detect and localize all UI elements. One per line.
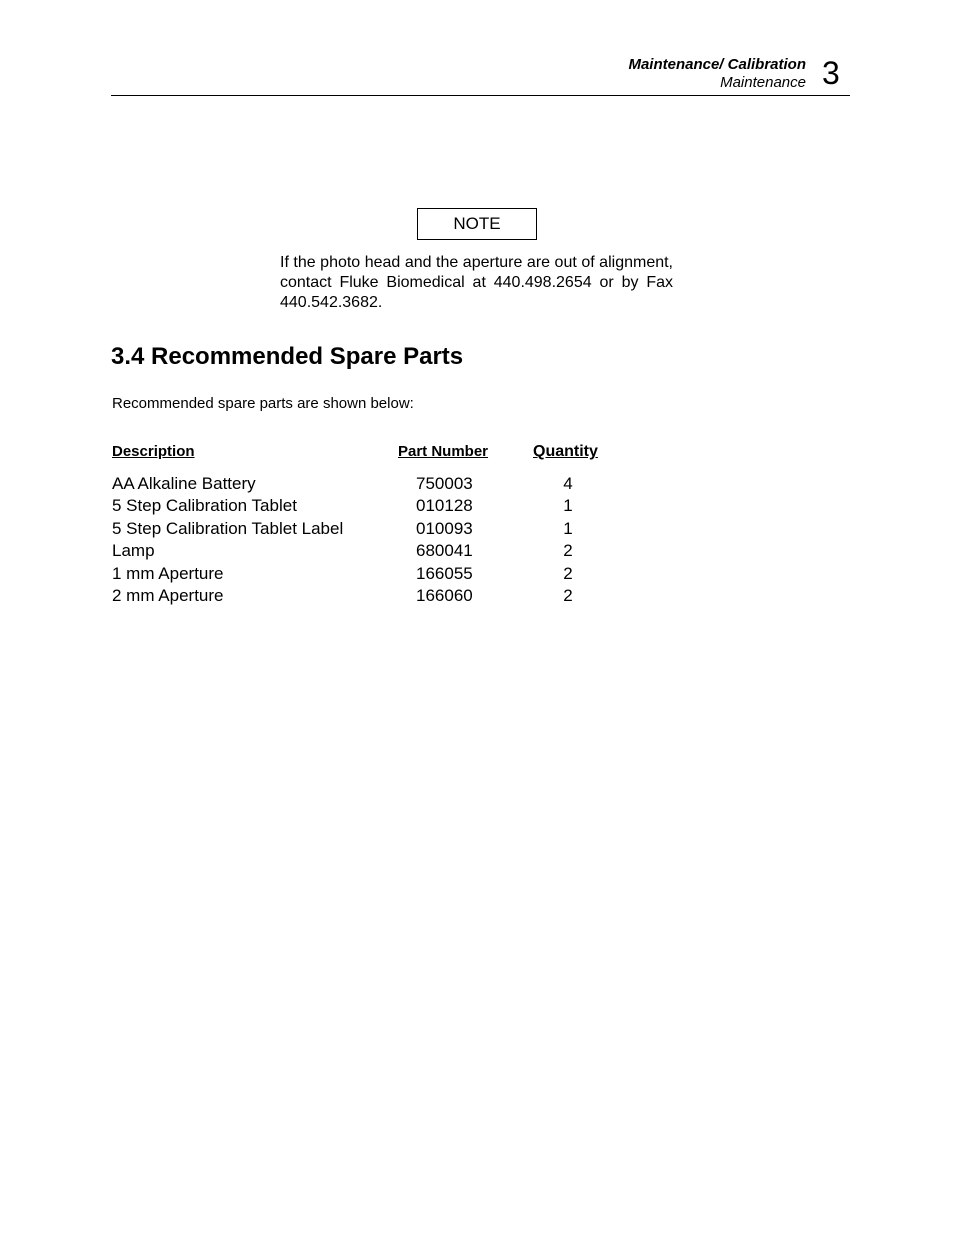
spare-parts-table — [112, 473, 632, 607]
column-header-description: Description — [112, 443, 195, 460]
part-quantity: 2 — [563, 563, 573, 583]
part-number: 680041 — [416, 541, 473, 561]
part-number: 166055 — [416, 563, 473, 583]
header-subtitle: Maintenance — [720, 74, 806, 91]
section-intro: Recommended spare parts are shown below: — [112, 395, 414, 412]
part-description: AA Alkaline Battery — [112, 474, 256, 493]
column-header-quantity: Quantity — [533, 443, 598, 460]
part-number: 750003 — [416, 474, 473, 493]
running-header — [628, 56, 806, 92]
part-number: 166060 — [416, 585, 473, 605]
part-number: 010093 — [416, 518, 473, 538]
part-description: 1 mm Aperture — [112, 563, 224, 583]
part-number: 010128 — [416, 496, 473, 516]
part-description: 5 Step Calibration Tablet Label — [112, 518, 344, 538]
part-quantity: 4 — [563, 474, 573, 493]
part-description: Lamp — [112, 541, 155, 561]
part-quantity: 1 — [563, 496, 573, 516]
note-label: NOTE — [453, 214, 501, 233]
part-quantity: 2 — [563, 585, 573, 605]
column-header-part-number: Part Number — [398, 443, 489, 460]
header-rule — [111, 95, 850, 96]
part-description: 5 Step Calibration Tablet — [112, 496, 297, 516]
header-title: Maintenance/ Calibration — [628, 56, 806, 73]
table-row — [112, 473, 632, 495]
table-row — [112, 585, 632, 607]
part-description: 2 mm Aperture — [112, 585, 224, 605]
table-row — [112, 518, 632, 540]
note-label-box — [417, 208, 537, 240]
note-text: If the photo head and the aperture are out of alignment, contact Fluke Biomedical at 440.498.2654 or by Fax 440.542.3682. — [280, 254, 673, 311]
table-row — [112, 540, 632, 562]
table-row — [112, 495, 632, 517]
table-row — [112, 563, 632, 585]
chapter-number: 3 — [822, 55, 840, 91]
part-quantity: 2 — [563, 541, 573, 561]
section-heading: 3.4 Recommended Spare Parts — [111, 343, 464, 370]
part-quantity: 1 — [563, 518, 573, 538]
